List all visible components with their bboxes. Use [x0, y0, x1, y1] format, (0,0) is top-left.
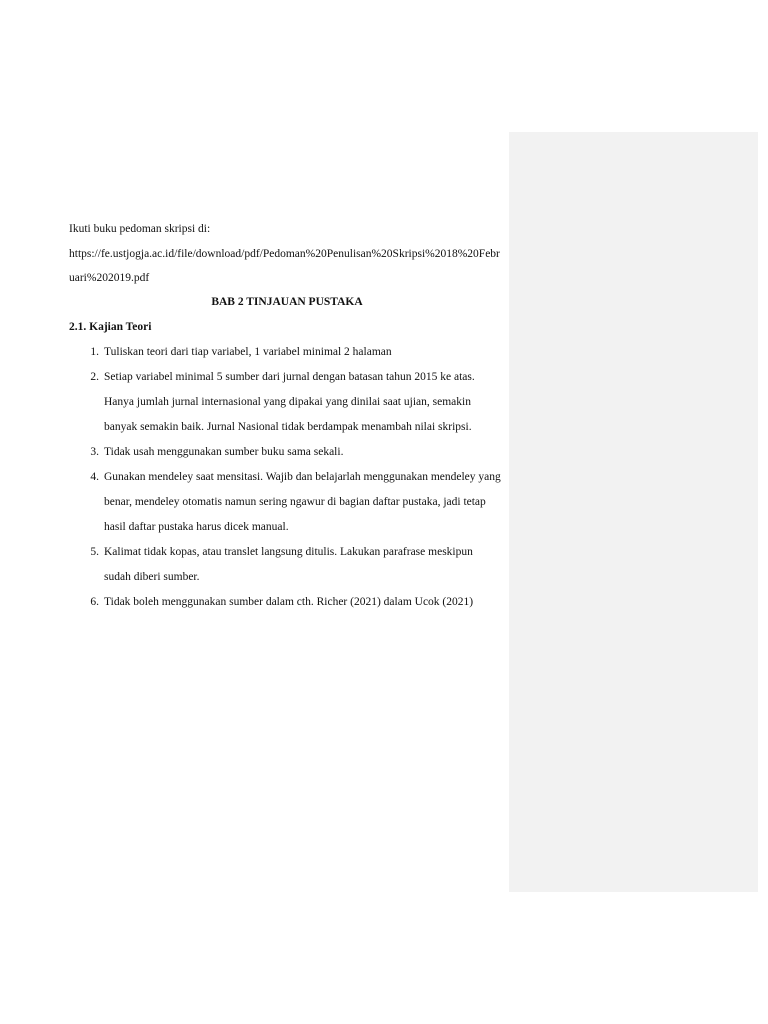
list-item-number: 6. — [90, 596, 99, 608]
list-item-number: 5. — [90, 546, 99, 558]
list-item-text: Tuliskan teori dari tiap variabel, 1 variabel minimal 2 halaman — [104, 346, 392, 358]
list-item-text: benar, mendeley otomatis namun sering ngawur di bagian daftar pustaka, jadi tetap — [104, 496, 486, 508]
section-title: 2.1. Kajian Teori — [69, 321, 152, 333]
comment-pane — [509, 132, 758, 892]
list-item-text: hasil daftar pustaka harus dicek manual. — [104, 521, 289, 533]
list-item-text: Gunakan mendeley saat mensitasi. Wajib dan belajarlah menggunakan mendeley yang — [104, 471, 501, 483]
url-line-2[interactable]: uari%202019.pdf — [69, 272, 150, 284]
list-item-text: Kalimat tidak kopas, atau translet langsung ditulis. Lakukan parafrase meskipun — [104, 546, 473, 558]
chapter-title: BAB 2 TINJAUAN PUSTAKA — [211, 296, 363, 308]
list-item-number: 2. — [90, 371, 99, 383]
list-item-text: Tidak boleh menggunakan sumber dalam cth. Richer (2021) dalam Ucok (2021) — [104, 596, 474, 608]
list-item-text: banyak semakin baik. Jurnal Nasional tidak berdampak menambah nilai skripsi. — [104, 421, 472, 433]
url-line-1[interactable]: https://fe.ustjogja.ac.id/file/download/pdf/Pedoman%20Penulisan%20Skripsi%2018%20Febr — [69, 248, 500, 260]
list-item-text: Tidak usah menggunakan sumber buku sama sekali. — [104, 446, 344, 458]
list-item-text: sudah diberi sumber. — [104, 571, 200, 583]
list-item-number: 3. — [90, 446, 99, 458]
list-item-text: Setiap variabel minimal 5 sumber dari jurnal dengan batasan tahun 2015 ke atas. — [104, 371, 475, 383]
list-item-number: 4. — [90, 471, 99, 483]
list-item-number: 1. — [90, 346, 99, 358]
intro-line: Ikuti buku pedoman skripsi di: — [69, 223, 211, 235]
list-item-text: Hanya jumlah jurnal internasional yang dipakai yang dinilai saat ujian, semakin — [104, 396, 471, 408]
